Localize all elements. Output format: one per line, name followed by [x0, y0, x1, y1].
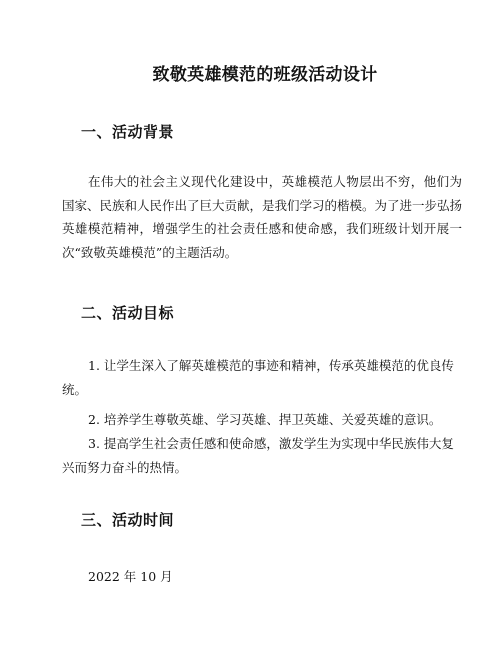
section-heading-background: 一、活动背景 — [81, 123, 175, 141]
goal-item-2: 2. 培养学生尊敬英雄、学习英雄、捍卫英雄、关爱英雄的意识。 — [88, 412, 442, 427]
goal-item-3: 3. 提高学生社会责任感和使命感，激发学生为实现中华民族伟大复兴而努力奋斗的热情。 — [62, 436, 454, 475]
background-paragraph: 在伟大的社会主义现代化建设中，英雄模范人物层出不穷，他们为国家、民族和人民作出了巨大贡献，是我们学习的楷模。为了进一步弘扬英雄模范精神，增强学生的社会责任感和使命感，我们班级计划开展一次“致敬英雄模范”的主题活动。 — [62, 174, 463, 260]
time-paragraph: 2022 年 10 月 — [88, 569, 173, 584]
goal-item-1: 1. 让学生深入了解英雄模范的事迹和精神，传承英雄模范的优良传统。 — [62, 358, 454, 397]
document-title: 致敬英雄模范的班级活动设计 — [152, 65, 378, 85]
section-heading-goals: 二、活动目标 — [81, 304, 175, 322]
section-heading-time: 三、活动时间 — [81, 511, 175, 529]
